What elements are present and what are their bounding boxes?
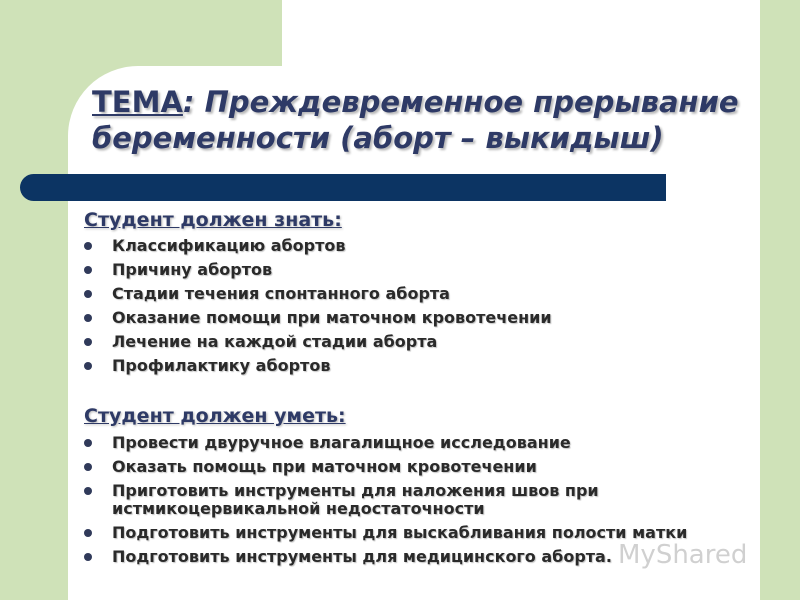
bullet-icon — [84, 439, 92, 447]
list-item-text: Приготовить инструменты для наложения швов при истмикоцервикальной недостаточности — [112, 481, 599, 518]
bullet-icon — [84, 266, 92, 274]
list-item — [84, 285, 764, 303]
list-item-text: Лечение на каждой стадии аборта — [112, 332, 438, 351]
list-item — [84, 237, 764, 255]
list-item — [84, 357, 764, 375]
list-item — [84, 309, 764, 327]
list-item-text: Подготовить инструменты для выскабливания полости матки — [112, 523, 688, 542]
list-item — [84, 458, 764, 476]
title-text: : Преждевременное прерывание беременности (аборт – выкидыш) — [92, 85, 739, 155]
green-background-right — [760, 0, 800, 600]
list-item — [84, 434, 764, 452]
bullet-icon — [84, 553, 92, 561]
bullet-icon — [84, 362, 92, 370]
watermark: MyShared — [618, 540, 748, 570]
list-item-text: Подготовить инструменты для медицинского аборта. — [112, 547, 612, 566]
list-item-text: Провести двуручное влагалищное исследование — [112, 433, 571, 452]
bullet-icon — [84, 338, 92, 346]
know-list — [84, 237, 764, 381]
slide-title — [92, 84, 752, 156]
know-heading: Студент должен знать: — [84, 209, 342, 231]
list-item — [84, 261, 764, 279]
bullet-icon — [84, 314, 92, 322]
list-item — [84, 333, 764, 351]
do-heading: Студент должен уметь: — [84, 405, 346, 427]
bullet-icon — [84, 529, 92, 537]
title-keyword: ТЕМА — [92, 85, 183, 119]
list-item-text: Причину абортов — [112, 260, 273, 279]
bullet-icon — [84, 290, 92, 298]
list-item-text: Классификацию абортов — [112, 236, 346, 255]
list-item-text: Оказать помощь при маточном кровотечении — [112, 457, 537, 476]
list-item-text: Стадии течения спонтанного аборта — [112, 284, 450, 303]
list-item-text: Оказание помощи при маточном кровотечении — [112, 308, 552, 327]
bullet-icon — [84, 487, 92, 495]
divider-bar — [20, 174, 666, 201]
list-item-text: Профилактику абортов — [112, 356, 331, 375]
bullet-icon — [84, 242, 92, 250]
list-item — [84, 482, 764, 518]
bullet-icon — [84, 463, 92, 471]
